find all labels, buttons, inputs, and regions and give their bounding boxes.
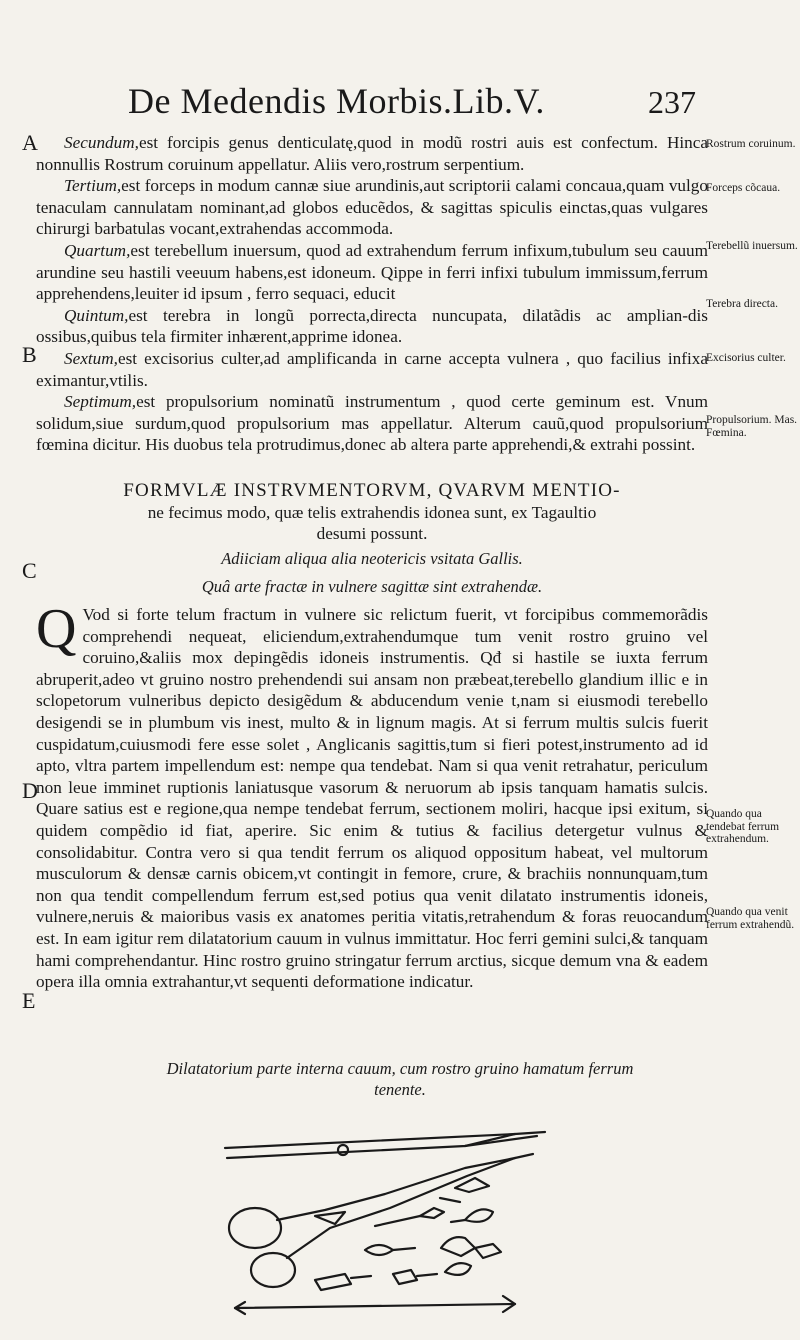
page-number: 237: [648, 84, 696, 120]
figure-caption: Dilatatorium parte interna cauum, cum rostro gruino hamatum ferrum tenente.: [166, 1059, 634, 1099]
paragraph-quartum: [36, 240, 708, 305]
paragraph-text: est forceps in modum cannæ siue arundinis,aut scriptorii calami concaua,quam vulgo tenaculam cannulatam nominant,ad globos educẽdos, & sagittas spiculis einctas,quas vulgares chirurgi barbatulas vocant,extrahendas accommoda.: [36, 176, 708, 239]
margin-note-forceps: Forceps cõcaua.: [706, 182, 781, 194]
side-letter-d: D: [22, 778, 38, 803]
section-heading: [36, 480, 708, 545]
paragraph-text: est propulsorium nominatũ instrumentum , quod certe geminum est. Vnum solidum,siue surdum,quod propulsorium mas appellatur. Alterum cauũ,quod propulsorium fœmina dicitur. His duobus tela protrudimus,donec ab altera parte apprehendi,& extrahi possint.: [36, 392, 708, 455]
margin-note-terebellum: Terebellũ inuersum.: [706, 240, 798, 252]
margin-note-excisorius: Excisorius culter.: [706, 352, 786, 364]
paragraph-label: Secundum,: [64, 133, 139, 152]
margin-note-propulsorium: Propulsorium. Mas. Fœmina.: [706, 414, 798, 439]
paragraph-quintum: [36, 305, 708, 348]
paragraph-septimum: [36, 391, 708, 456]
paragraph-secundum: [36, 132, 708, 175]
side-letter-a: A: [22, 130, 38, 155]
paragraph-label: Quintum,: [64, 305, 129, 325]
side-letter-b: B: [22, 342, 37, 367]
margin-note-rostrum: Rostrum coruinum.: [706, 138, 796, 150]
paragraph-tertium: [36, 175, 708, 240]
paragraph-text: est terebellum inuersum, quod ad extrahendum ferrum infixum,tubulum seu cauum arundine seu hastili veeuum habens,est idoneum. Qippe in ferri infixi tubulum immissum,ferrum apprehendens,leuiter id ipsum , ferro sequaci, educit: [36, 240, 708, 304]
instrument-woodcut-illustration: [215, 1120, 575, 1320]
paragraph-label: Septimum,: [64, 392, 137, 412]
instrument-list: [36, 132, 708, 456]
main-paragraph: [36, 598, 708, 993]
paragraph-sextum: [36, 348, 708, 391]
running-head: De Medendis Morbis.Lib.V.: [128, 81, 545, 121]
paragraph-text: est forcipis genus denticulatę,quod in modũ rostri auis est confectum. Hinca nonnullis Rostrum coruinum appellatur. Aliis vero,rostrum serpentium.: [36, 133, 708, 174]
paragraph-label: Tertium,: [64, 176, 122, 196]
paragraph-label: Sextum,: [64, 348, 118, 368]
subheading-2: Quâ arte fractæ in vulnere sagittæ sint extrahendæ.: [201, 577, 543, 596]
section-heading-caps: FORMVLÆ INSTRVMENTORVM, QVARVM MENTIO-: [123, 480, 621, 501]
side-letter-e: E: [22, 988, 36, 1013]
subheading-1: Adiiciam aliqua alia neotericis vsitata Gallis.: [221, 549, 523, 568]
side-letter-c: C: [22, 558, 37, 583]
main-text: [36, 598, 708, 993]
drop-capital: Q: [36, 598, 77, 660]
main-paragraph-text: Vod si forte telum fractum in vulnere sic relictum fuerit, vt forcipibus commemorãdis comprehendi nequeat, eliciendum,extrahendumque tum venit rostro gruino vel coruino,&aliis mox depingẽdis idoneis instrumentis. Qđ si hastile se iuxta ferrum abruperit,adeo vt gruino nostro prehendendi sui ansam non præbeat,terebello glandium illic e in sclopetorum vulneribus depicto desigẽdum & abducendum venie t,nam si eiusmodi terebello desigendi se in plumbum vis inest, multo & in lignum magis. At si ferrum multis sulcis fuerit cuspidatum,cuiusmodi fere esse solet , Anglicanis sagittis,tum si fieri potest,instrumento ad id apto, vltra partem impellendum est: nempe qua tendebat. Nam si qua venit retrahatur, periculum non leue imminet ruptionis laniatusque vasorum & neruorum ab ipsis tanquam hamatis sulcis. Quare satius est e regione,qua nempe tendebat ferrum, sectionem moliri, hacque ipsi exitum, si quidem compẽdio id fiat, aperire. Sic enim & tutius & facilius detergetur vulnus & consolidabitur. Contra vero si qua tendit ferrum os aliquod oppositum habeat, vel multorum musculorum & densæ carnis obicem,vt contingit in femore, crure, & brachiis nonnunquam,tum non qua tendit compellendum ferrum est,sed potius qua venit dilatato instrumentis idoneis, vulnere,neruis & maioribus vasis ex anatomes peritia vitatis,retrahendum & foras reuocandum est. In eam igitur rem dilatatorium cauum in vulnus immittatur. Hoc ferri gemini sulci,& tanquam hami comprehendantur. Hinc rostro gruino stringatur ferrum arctius, sicque demum vna & eadem opera illa omnia extrahantur,vt sequenti deformatione indicatur.: [36, 605, 708, 992]
paragraph-text: est excisorius culter,ad amplificanda in carne accepta vulnera , quo facilius infixa eximantur,vtilis.: [36, 348, 708, 390]
section-heading-rest: ne fecimus modo, quæ telis extrahendis idonea sunt, ex Tagaultio desumi possunt.: [147, 502, 597, 544]
paragraph-label: Quartum,: [64, 240, 131, 260]
margin-note-quando-tendebat: Quando qua tendebat ferrum extrahendum.: [706, 808, 780, 845]
margin-note-terebra: Terebra directa.: [706, 298, 778, 310]
paragraph-text: est terebra in longũ porrecta,directa nuncupata, dilatãdis ac amplian-dis ossibus,quibus tela firmiter inhærent,apprime idonea.: [36, 305, 708, 347]
margin-note-quando-venit: Quando qua venit ferrum extrahendũ.: [706, 906, 795, 931]
